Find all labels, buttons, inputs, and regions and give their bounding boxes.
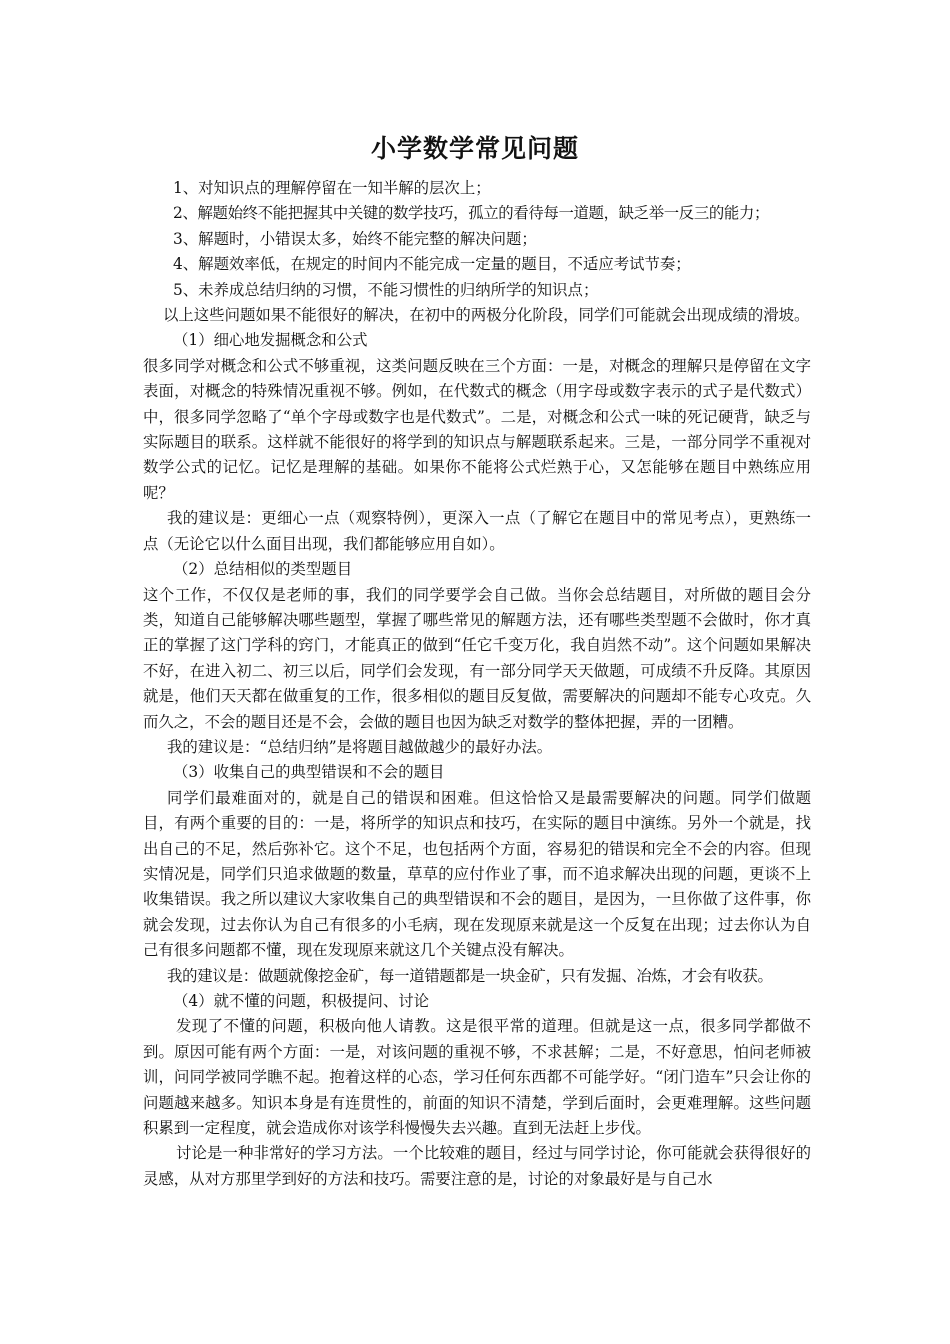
section-2-body: 这个工作，不仅仅是老师的事，我们的同学要学会自己做。当你会总结题目，对所做的题目会分类，知道自己能够解决哪些题型，掌握了哪些常见的解题方法，还有哪些类型题不会做时，你才真正的掌握了这门学科的窍门，才能真正的做到“任它千变万化，我自岿然不动”。这个问题如果解决不好，在进入初二、初三以后，同学们会发现，有一部分同学天天做题，可成绩不升反降。其原因就是，他们天天都在做重复的工作，很多相似的题目反复做，需要解决的问题却不能专心攻克。久而久之，不会的题目还是不会，会做的题目也因为缺乏对数学的整体把握，弄的一团糟。	[143, 585, 811, 731]
summary-paragraph: 以上这些问题如果不能很好的解决，在初中的两极分化阶段，同学们可能就会出现成绩的滑坡。	[163, 306, 810, 325]
section-2-advice: 我的建议是：“总结归纳”是将题目越做越少的最好办法。	[167, 737, 553, 756]
section-4-body: 发现了不懂的问题，积极向他人请教。这是很平常的道理。但就是这一点，很多同学都做不到。原因可能有两个方面：一是，对该问题的重视不够，不求甚解；二是，不好意思，怕问老师被训，问同学被同学瞧不起。抱着这样的心态，学习任何东西都不可能学好。“闭门造车”只会让你的问题越来越多。知识本身是有连贯性的，前面的知识不清楚，学到后面时，会更难理解。这些问题积累到一定程度，就会造成你对该学科慢慢失去兴趣。直到无法赶上步伐。	[143, 1017, 811, 1138]
document-title: 小学数学常见问题	[370, 134, 579, 163]
section-heading-3: （3）收集自己的典型错误和不会的题目	[173, 763, 445, 782]
problem-item-1: 1、对知识点的理解停留在一知半解的层次上；	[173, 179, 491, 197]
section-heading-1: （1）细心地发掘概念和公式	[173, 331, 368, 350]
section-3-body: 同学们最难面对的，就是自己的错误和困难。但这恰恰又是最需要解决的问题。同学们做题目，有两个重要的目的：一是，将所学的知识点和技巧，在实际的题目中演练。另外一个就是，找出自己的不足，然后弥补它。这个不足，也包括两个方面，容易犯的错误和完全不会的内容。但现实情况是，同学们只追求做题的数量，草草的应付作业了事，而不追求解决出现的问题，更谈不上收集错误。我之所以建议大家收集自己的典型错误和不会的题目，是因为，一旦你做了这件事，你就会发现，过去你认为自己有很多的小毛病，现在发现原来就是这一个反复在出现；过去你认为自己有很多问题都不懂，现在发现原来就这几个关键点没有解决。	[143, 788, 811, 960]
section-1-body: 很多同学对概念和公式不够重视，这类问题反映在三个方面：一是，对概念的理解只是停留在文字表面，对概念的特殊情况重视不够。例如，在代数式的概念（用字母或数字表示的式子是代数式）中，很多同学忽略了“单个字母或数字也是代数式”。二是，对概念和公式一味的死记硬背，缺乏与实际题目的联系。这样就不能很好的将学到的知识点与解题联系起来。三是，一部分同学不重视对数学公式的记忆。记忆是理解的基础。如果你不能将公式烂熟于心，又怎能够在题目中熟练应用呢？	[143, 356, 811, 502]
problem-item-3: 3、解题时，小错误太多，始终不能完整的解决问题；	[173, 229, 537, 248]
problem-item-2: 2、解题始终不能把握其中关键的数学技巧，孤立的看待每一道题，缺乏举一反三的能力；	[173, 204, 770, 223]
section-heading-4: （4）就不懂的问题，积极提问、讨论	[173, 992, 430, 1010]
section-heading-2: （2）总结相似的类型题目	[173, 560, 353, 579]
section-1-advice: 我的建议是：更细心一点（观察特例），更深入一点（了解它在题目中的常见考点），更熟练一点（无论它以什么面目出现，我们都能够应用自如）。	[143, 509, 811, 553]
document-body	[143, 176, 811, 1192]
section-3-advice: 我的建议是：做题就像挖金矿，每一道错题都是一块金矿，只有发掘、冶炼，才会有收获。	[167, 966, 773, 985]
section-4-discussion: 讨论是一种非常好的学习方法。一个比较难的题目，经过与同学讨论，你可能就会获得很好的灵感，从对方那里学到好的方法和技巧。需要注意的是，讨论的对象最好是与自己水	[143, 1144, 811, 1188]
problem-item-5: 5、未养成总结归纳的习惯，不能习惯性的归纳所学的知识点；	[173, 280, 599, 299]
problem-item-4: 4、解题效率低，在规定的时间内不能完成一定量的题目，不适应考试节奏；	[173, 255, 691, 274]
